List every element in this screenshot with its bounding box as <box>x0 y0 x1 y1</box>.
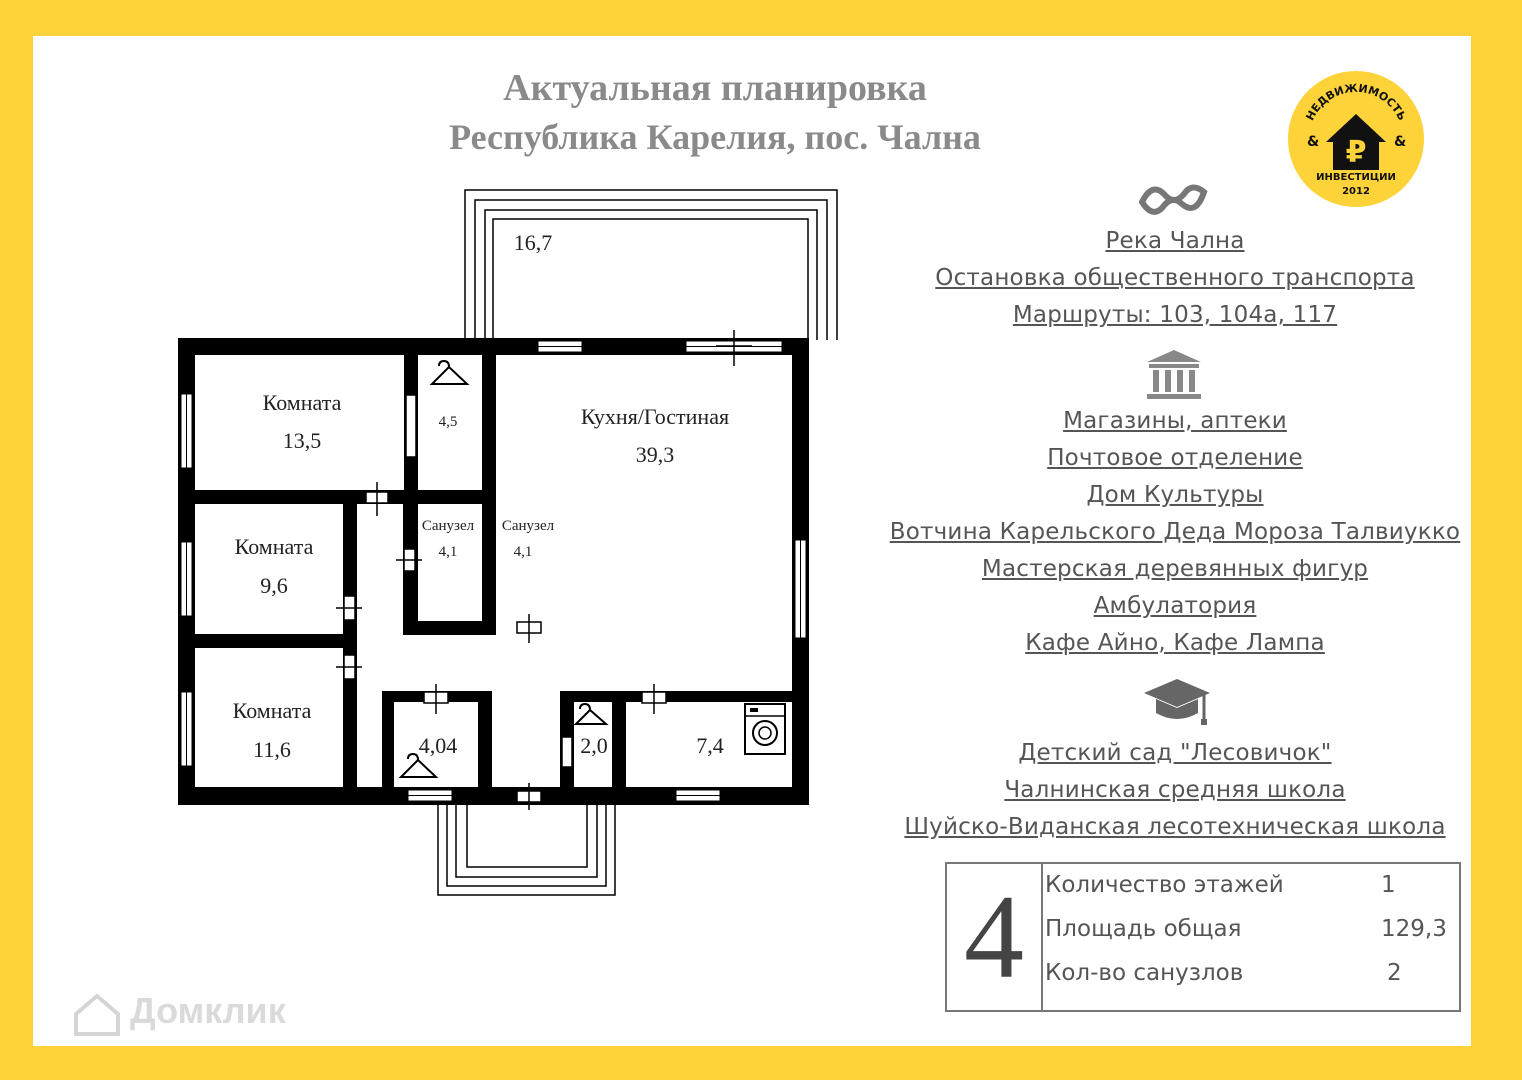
room3-area: 11,6 <box>253 737 291 762</box>
room1-name: Комната <box>262 390 342 415</box>
kitchen-area: 39,3 <box>635 442 675 467</box>
summary-row <box>1045 872 1455 898</box>
room2-area: 9,6 <box>260 573 288 598</box>
wc2-area: 4,1 <box>513 544 533 560</box>
kitchen-name: Кухня/Гостиная <box>580 404 730 429</box>
summary-box <box>945 862 1461 1012</box>
room3-name: Комната <box>232 698 312 723</box>
summary-value: 2 <box>1387 960 1402 986</box>
closet2-area: 4,04 <box>418 733 458 758</box>
summary-label: Площадь общая <box>1045 916 1242 942</box>
summary-value: 129,3 <box>1381 916 1447 942</box>
terrace-top <box>465 190 837 340</box>
page-title: Актуальная планировка <box>503 67 927 109</box>
logo-bottom-text: ИНВЕСТИЦИИ <box>1316 172 1396 183</box>
building-icon <box>1145 348 1203 400</box>
logo-top-text: НЕДВИЖИМОСТЬ <box>1303 81 1409 123</box>
amenity-routes: Маршруты: 103, 104а, 117 <box>1012 302 1338 328</box>
watermark-house-icon <box>72 992 122 1036</box>
amenity-post: Почтовое отделение <box>1047 445 1303 471</box>
wc2-name: Санузел <box>501 518 555 534</box>
amenity-cafe: Кафе Айно, Кафе Лампа <box>1025 630 1325 656</box>
amenity-shops: Магазины, аптеки <box>1063 408 1287 434</box>
page-subtitle: Республика Карелия, пос. Чална <box>449 117 981 157</box>
amenity-culture: Дом Культуры <box>1086 482 1264 508</box>
amenity-bus-stop: Остановка общественного транспорта <box>935 265 1415 291</box>
summary-label: Кол-во санузлов <box>1045 960 1244 986</box>
summary-row <box>1045 960 1455 986</box>
room1-area: 13,5 <box>282 428 322 453</box>
amenity-kindergarten: Детский сад "Лесовичок" <box>1018 740 1332 766</box>
amenity-santa: Вотчина Карельского Деда Мороза Талвиукко <box>889 519 1461 545</box>
laundry-area: 7,4 <box>696 733 724 758</box>
rooms-count: 4 <box>947 864 1043 1010</box>
room2-name: Комната <box>234 534 314 559</box>
watermark: Домклик <box>130 990 286 1031</box>
closet1-area: 4,5 <box>438 414 458 430</box>
closet3-area: 2,0 <box>580 733 608 758</box>
graduation-cap-icon <box>1142 675 1212 727</box>
logo-amp-right: & <box>1394 134 1407 150</box>
porch-bottom <box>438 803 615 895</box>
summary-label: Количество этажей <box>1045 872 1284 898</box>
terrace-area: 16,7 <box>513 230 553 255</box>
company-logo <box>1287 70 1425 208</box>
amenity-workshop: Мастерская деревянных фигур <box>981 556 1369 582</box>
amenity-school: Чалнинская средняя школа <box>1004 777 1346 803</box>
wc1-area: 4,1 <box>438 544 458 560</box>
summary-value: 1 <box>1381 872 1396 898</box>
logo-year: 2012 <box>1342 186 1370 197</box>
logo-amp-left: & <box>1307 134 1320 150</box>
river-icon <box>1138 180 1210 222</box>
amenity-forestry-school: Шуйско-Виданская лесотехническая школа <box>904 814 1446 840</box>
ruble-icon: ₽ <box>1345 135 1367 170</box>
wc1-name: Санузел <box>421 518 475 534</box>
amenity-clinic: Амбулатория <box>1093 593 1257 619</box>
summary-row <box>1045 916 1455 942</box>
amenity-river: Река Чална <box>1105 228 1245 254</box>
washing-machine-icon <box>745 704 785 754</box>
